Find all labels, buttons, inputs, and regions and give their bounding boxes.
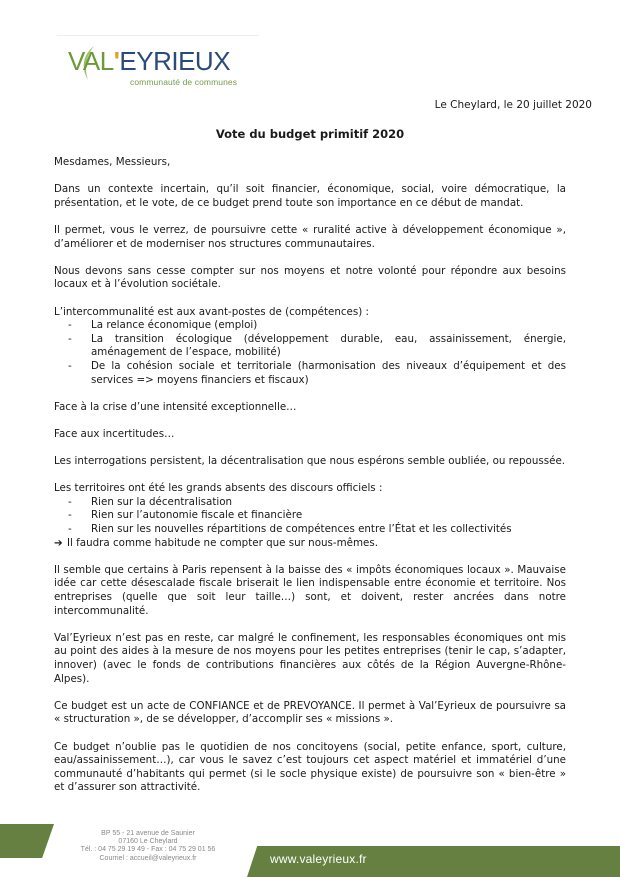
list-item: - Rien sur l’autonomie fiscale et financière xyxy=(68,509,566,523)
list-item: - Rien sur les nouvelles répartitions de compétences entre l’État et les collectivités xyxy=(68,523,566,537)
paragraph: Val’Eyrieux n’est pas en reste, car malgré le confinement, les responsables économiques ont mis au point des aides à la mesure de nos moyens pour les petites entreprises (tenir le cap, s’adapter, innover) (avec le fonds de contributions financières aux côtés de la Région Auvergne-Rhône-Alpes). xyxy=(54,631,566,685)
list-item: - Rien sur la décentralisation xyxy=(68,496,566,510)
paragraph: Dans un contexte incertain, qu’il soit financier, économique, social, voire démocratique, la présentation, et le vote, de ce budget prend toute son importance en ce début de mandat. xyxy=(54,183,566,209)
arrow-right-icon: ➔ xyxy=(54,536,63,549)
conclusion-line xyxy=(54,537,566,551)
paragraph: Face à la crise d’une intensité exceptionnelle… xyxy=(54,400,297,413)
competences-list xyxy=(68,319,566,387)
paragraph: Ce budget n’oublie pas le quotidien de nos concitoyens (social, petite enfance, sport, culture, eau/assainissement…), car vous le savez c’est toujours cet aspect matériel et immatériel d’une communauté d’habitants qui permet (si le socle physique existe) de poursuivre son « bien-être » et d’assurer son attractivité. xyxy=(54,740,566,794)
letter-body xyxy=(54,156,566,809)
paragraph: Les interrogations persistent, la décentralisation que nous espérons semble oubliée, ou repoussée. xyxy=(54,455,566,468)
logo-subtitle: communauté de communes xyxy=(130,77,238,87)
logo-eyrieux: EYRIEUX xyxy=(119,46,231,76)
phone-fax-line: Tél. : 04 75 29 19 49 - Fax : 04 75 29 01 56 xyxy=(80,846,216,854)
address-line: BP 55 - 21 avenue de Saunier xyxy=(101,830,195,837)
website-link[interactable]: www.valeyrieux.fr xyxy=(270,852,367,866)
paragraph: Nous devons sans cesse compter sur nos moyens et notre volonté pour répondre aux besoins locaux et à l’évolution sociétale. xyxy=(54,264,566,291)
footer-green-tab xyxy=(0,824,54,858)
letter-date: Le Cheylard, le 20 juillet 2020 xyxy=(434,99,592,111)
logo-divider xyxy=(57,35,259,36)
absents-list xyxy=(68,496,566,537)
list-item: - La relance économique (emploi) xyxy=(68,319,566,333)
email-line: Courriel : accueil@valeyrieux.fr xyxy=(99,854,197,862)
logo-wordmark xyxy=(68,48,230,74)
logo-apostrophe: ' xyxy=(113,46,120,76)
competences-intro: L’intercommunalité est aux avant-postes de (compétences) : xyxy=(54,305,369,318)
footer-address xyxy=(68,830,228,863)
paragraph: Ce budget est un acte de CONFIANCE et de PREVOYANCE. Il permet à Val’Eyrieux de poursuivre sa « structuration », de se développer, d’accomplir ses « missions ». xyxy=(54,699,566,726)
conclusion-text: Il faudra comme habitude ne compter que sur nous-mêmes. xyxy=(67,536,378,549)
paragraph: Il permet, vous le verrez, de poursuivre cette « ruralité active à développement économique », d’améliorer et de moderniser nos structures communautaires. xyxy=(54,223,566,250)
address-line: 07160 Le Cheylard xyxy=(118,838,178,846)
list-item: - De la cohésion sociale et territoriale (harmonisation des niveaux d’équipement et des services => moyens financiers et fiscaux) xyxy=(68,360,566,387)
valeyrieux-logo xyxy=(68,48,258,98)
logo-val: VAL xyxy=(68,46,114,76)
absents-intro: Les territoires ont été les grands absents des discours officiels : xyxy=(54,482,383,495)
list-item: - La transition écologique (développement durable, eau, assainissement, énergie, aménagement de l’espace, mobilité) xyxy=(68,333,566,360)
paragraph: Face aux incertitudes… xyxy=(54,427,175,440)
salutation: Mesdames, Messieurs, xyxy=(54,156,171,168)
letter-title: Vote du budget primitif 2020 xyxy=(215,127,405,141)
paragraph: Il semble que certains à Paris repensent à la baisse des « impôts économiques locaux ». Mauvaise idée car cette désescalade fiscale briserait le lien indispensable entre économie et territoire. Nos entreprises (quelle que soit leur taille…) sont, et doivent, rester ancrées dans notre intercommunalité. xyxy=(54,563,566,617)
